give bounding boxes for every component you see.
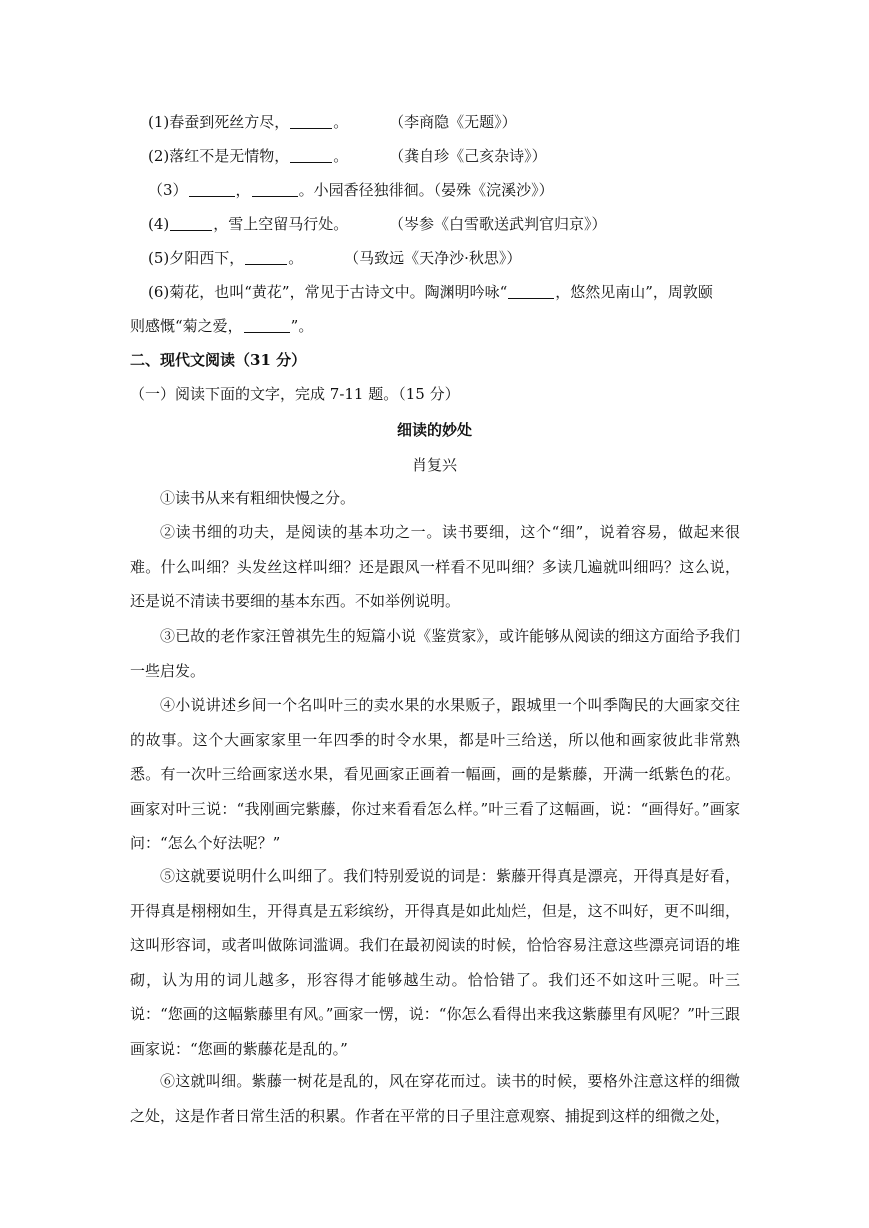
answer-blank[interactable] [244,318,290,333]
poem-item-4-end: ，雪上空留马行处。 [213,215,349,233]
answer-blank[interactable] [245,250,287,265]
article-title: 细读的妙处 [396,421,472,439]
article-author: 肖复兴 [411,456,457,474]
paragraph-4: ④小说讲述乡间一个名叫叶三的卖水果的水果贩子，跟城里一个叫季陶民的大画家交往的故事。这个大画家家里一年四季的时令水果，都是叶三给送，所以他和画家彼此非常熟悉。有一次叶三给画家送水果，看见画家正画着一幅画，画的是紫藤，开满一纸紫色的花。画家对叶三说：“我刚画完紫藤，你过来看看怎么样。”叶三看了这幅画，说：“画得好。”画家问：“怎么个好法呢？” [130,696,740,852]
poem-item-2-text: (2)落红不是无情物， [148,147,290,165]
poem-item-6-line1 [148,282,713,302]
paragraph-6: ⑥这就叫细。紫藤一树花是乱的，风在穿花而过。读书的时候，要格外注意这样的细微之处，这是作者日常生活的积累。作者在平常的日子里注意观察、捕捉到这样的细微之处， [130,1072,740,1125]
poem-item-1 [148,112,517,132]
poem-item-5-text: (5)夕阳西下， [148,249,245,267]
poem-item-4-num: (4) [148,215,170,233]
poem-item-4-source: （岑参《白雪歌送武判官归京》） [389,215,607,233]
poem-item-5 [148,248,521,268]
q6-text-a: (6)菊花，也叫“黄花”，常见于古诗文中。陶渊明吟咏“ [148,283,508,301]
answer-blank[interactable] [252,182,298,197]
section-heading: 二、现代文阅读（31 分） [130,351,307,369]
poem-item-2 [148,146,547,166]
poem-item-5-end: 。 [288,249,304,267]
poem-item-1-text: (1)春蚕到死丝方尽， [148,113,290,131]
answer-blank[interactable] [290,114,332,129]
q6-text-d: ”。 [290,317,314,335]
q6-text-c: 则感慨“菊之爱， [130,317,243,335]
answer-blank[interactable] [189,182,235,197]
poem-item-4 [148,214,607,234]
poem-item-3 [148,180,554,200]
poem-item-1-end: 。 [333,113,349,131]
sub-heading: （一）阅读下面的文字，完成 7-11 题。（15 分） [130,385,460,403]
answer-blank[interactable] [290,148,332,163]
poem-item-5-source: （马致远《天净沙·秋思》） [344,249,522,267]
poem-item-2-end: 。 [333,147,349,165]
paragraph-1: ①读书从来有粗细快慢之分。 [160,489,356,507]
paragraph-3: ③已故的老作家汪曾祺先生的短篇小说《鉴赏家》，或许能够从阅读的细这方面给予我们一些启发。 [130,627,740,680]
poem-item-2-source: （龚自珍《己亥杂诗》） [389,147,547,165]
poem-item-3-comma: ， [235,181,251,199]
paragraph-5: ⑤这就要说明什么叫细了。我们特别爱说的词是：紫藤开得真是漂亮，开得真是好看，开得真是栩栩如生，开得真是五彩缤纷，开得真是如此灿烂，但是，这不叫好，更不叫细，这叫形容词，或者叫做陈词滥调。我们在最初阅读的时候，恰恰容易注意这些漂亮词语的堆砌，认为用的词儿越多，形容得才能够越生动。恰恰错了。我们还不如这叶三呢。叶三说：“您画的这幅紫藤里有风。”画家一愣，说：“你怎么看得出来我这紫藤里有风呢？”叶三跟画家说：“您画的紫藤花是乱的。” [130,867,740,1058]
q6-text-b: ，悠然见南山”，周敦颐 [555,283,713,301]
answer-blank[interactable] [170,216,212,231]
poem-item-3-end: 。小园香径独徘徊。（晏殊《浣溪沙》） [298,181,554,199]
poem-item-6-line2 [130,316,313,336]
answer-blank[interactable] [508,284,554,299]
paragraph-2: ②读书细的功夫，是阅读的基本功之一。读书要细，这个“细”，说着容易，做起来很难。什么叫细？头发丝这样叫细？还是跟风一样看不见叫细？多读几遍就叫细吗？这么说，还是说不清读书要细的基本东西。不如举例说明。 [130,523,740,610]
poem-item-3-num: （3） [148,181,188,199]
poem-item-1-source: （李商隐《无题》） [389,113,517,131]
